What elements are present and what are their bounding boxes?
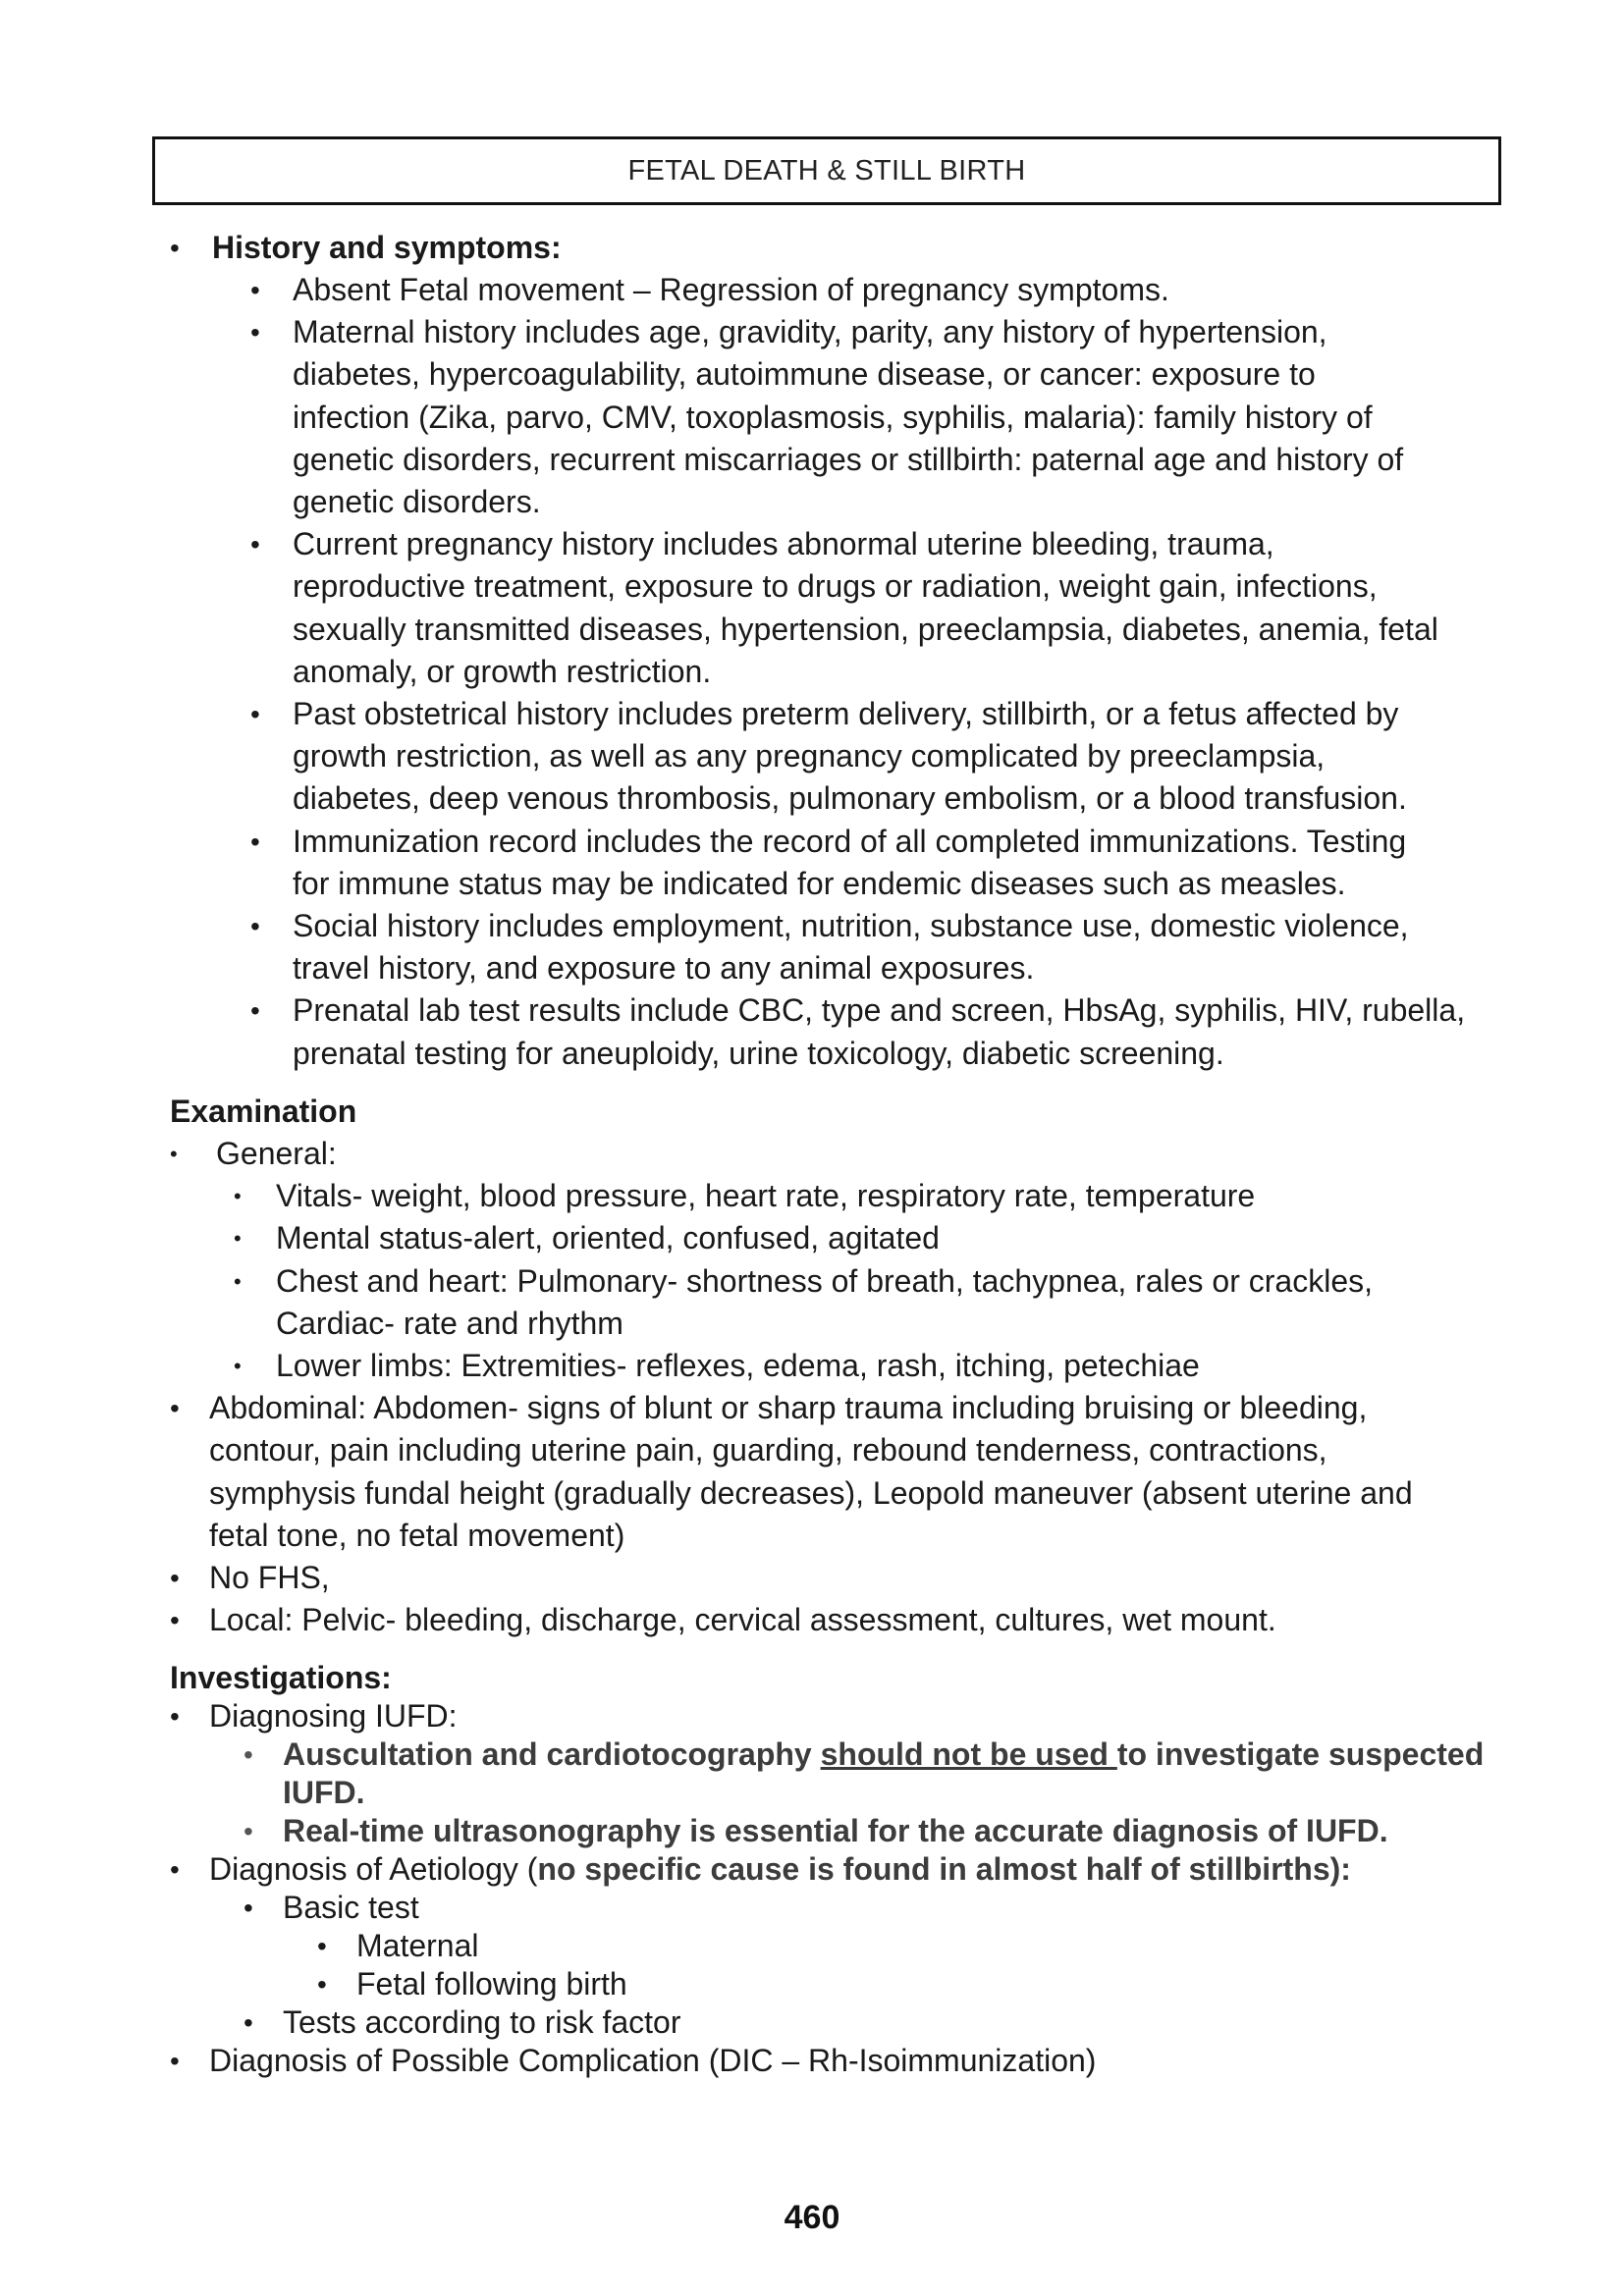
bullet: • [250, 827, 260, 857]
bullet: • [170, 1563, 180, 1593]
auscultation-text-end: to investigate suspected [1116, 1736, 1485, 1772]
history-item: Absent Fetal movement – Regression of pregnancy symptoms. [293, 272, 1169, 307]
bullet: • [170, 1854, 180, 1885]
page-number: 460 [784, 2199, 840, 2236]
history-item-line: travel history, and exposure to any animal exposures. [293, 950, 1035, 986]
abdominal-line: contour, pain including uterine pain, guarding, rebound tenderness, contractions, [209, 1432, 1327, 1468]
history-item-line: genetic disorders, recurrent miscarriages or stillbirth: paternal age and history of [293, 442, 1404, 477]
bullet: • [244, 1816, 253, 1846]
should-not-be-used: should not be used [820, 1736, 1117, 1772]
bullet: • [170, 1393, 180, 1423]
bullet: • [250, 529, 260, 560]
local-exam: Local: Pelvic- bleeding, discharge, cervical assessment, cultures, wet mount. [209, 1602, 1276, 1637]
bullet: • [170, 1605, 180, 1635]
history-item-line: anomaly, or growth restriction. [293, 654, 712, 689]
auscultation-line [283, 1734, 1484, 1777]
bullet: • [170, 2046, 180, 2076]
risk-factor-tests: Tests according to risk factor [283, 2004, 681, 2040]
aetiology-line [209, 1848, 1351, 1892]
history-item-line: reproductive treatment, exposure to drugs or radiation, weight gain, infections, [293, 568, 1378, 604]
bullet: • [250, 275, 260, 305]
bullet: • [250, 995, 260, 1026]
basic-test: Basic test [283, 1890, 419, 1925]
bullet: • [250, 317, 260, 347]
abdominal-line: Abdominal: Abdomen- signs of blunt or sharp trauma including bruising or bleeding, [209, 1390, 1368, 1425]
bullet: • [244, 2007, 253, 2038]
general-label: General: [216, 1136, 337, 1171]
bullet: • [317, 1931, 327, 1961]
bullet: • [170, 1701, 180, 1732]
general-item-line: Chest and heart: Pulmonary- shortness of breath, tachypnea, rales or crackles, [276, 1263, 1373, 1299]
aetiology-prefix: Diagnosis of Aetiology ( [209, 1851, 538, 1887]
auscultation-text: Auscultation and cardiotocography [283, 1736, 821, 1772]
maternal-test: Maternal [356, 1928, 479, 1963]
diagnosing-iufd: Diagnosing IUFD: [209, 1698, 458, 1734]
auscultation-line-2: IUFD. [283, 1775, 365, 1810]
general-item: Mental status-alert, oriented, confused, agitated [276, 1220, 940, 1255]
general-item: Lower limbs: Extremities- reflexes, edema, rash, itching, petechiae [276, 1348, 1200, 1383]
history-item-line: prenatal testing for aneuploidy, urine toxicology, diabetic screening. [293, 1036, 1224, 1071]
history-item-line: infection (Zika, parvo, CMV, toxoplasmosis, syphilis, malaria): family history of [293, 400, 1373, 435]
history-item-line: Past obstetrical history includes preterm delivery, stillbirth, or a fetus affected by [293, 696, 1399, 731]
history-item-line: genetic disorders. [293, 484, 541, 519]
history-item-line: Prenatal lab test results include CBC, type and screen, HbsAg, syphilis, HIV, rubella, [293, 992, 1466, 1028]
no-fhs: No FHS, [209, 1560, 330, 1595]
history-item-line: Current pregnancy history includes abnormal uterine bleeding, trauma, [293, 526, 1274, 561]
realtime-ultrasound: Real-time ultrasonography is essential for the accurate diagnosis of IUFD. [283, 1813, 1388, 1848]
abdominal-line: fetal tone, no fetal movement) [209, 1518, 625, 1553]
investigations-heading: Investigations: [170, 1660, 392, 1695]
bullet: • [234, 1354, 242, 1378]
bullet: • [250, 911, 260, 941]
history-item-line: Social history includes employment, nutrition, substance use, domestic violence, [293, 908, 1409, 943]
bullet: • [244, 1739, 253, 1770]
page-title: FETAL DEATH & STILL BIRTH [152, 136, 1501, 205]
history-item-line: growth restriction, as well as any pregnancy complicated by preeclampsia, [293, 738, 1326, 774]
bullet: • [250, 699, 260, 729]
history-item-line: Immunization record includes the record of all completed immunizations. Testing [293, 824, 1407, 859]
bullet: • [234, 1184, 242, 1208]
aetiology-note: no specific cause is found in almost half of stillbirths): [537, 1851, 1351, 1887]
history-item-line: for immune status may be indicated for endemic diseases such as measles. [293, 866, 1346, 901]
abdominal-line: symphysis fundal height (gradually decreases), Leopold maneuver (absent uterine and [209, 1475, 1413, 1511]
history-item-line: diabetes, deep venous thrombosis, pulmonary embolism, or a blood transfusion. [293, 780, 1407, 816]
bullet: • [234, 1226, 242, 1251]
bullet: • [170, 233, 180, 263]
general-item: Vitals- weight, blood pressure, heart rate, respiratory rate, temperature [276, 1178, 1256, 1213]
history-heading: History and symptoms: [212, 230, 562, 265]
examination-heading: Examination [170, 1094, 357, 1129]
bullet: • [244, 1893, 253, 1923]
fetal-test: Fetal following birth [356, 1966, 627, 2002]
history-item-line: Maternal history includes age, gravidity, parity, any history of hypertension, [293, 314, 1327, 349]
bullet: • [317, 1969, 327, 2000]
general-item-line: Cardiac- rate and rhythm [276, 1306, 623, 1341]
history-item-line: diabetes, hypercoagulability, autoimmune disease, or cancer: exposure to [293, 356, 1316, 392]
history-item-line: sexually transmitted diseases, hypertension, preeclampsia, diabetes, anemia, fetal [293, 612, 1438, 647]
bullet: • [234, 1269, 242, 1294]
bullet: • [170, 1142, 178, 1166]
possible-complication: Diagnosis of Possible Complication (DIC – Rh-Isoimmunization) [209, 2043, 1097, 2078]
